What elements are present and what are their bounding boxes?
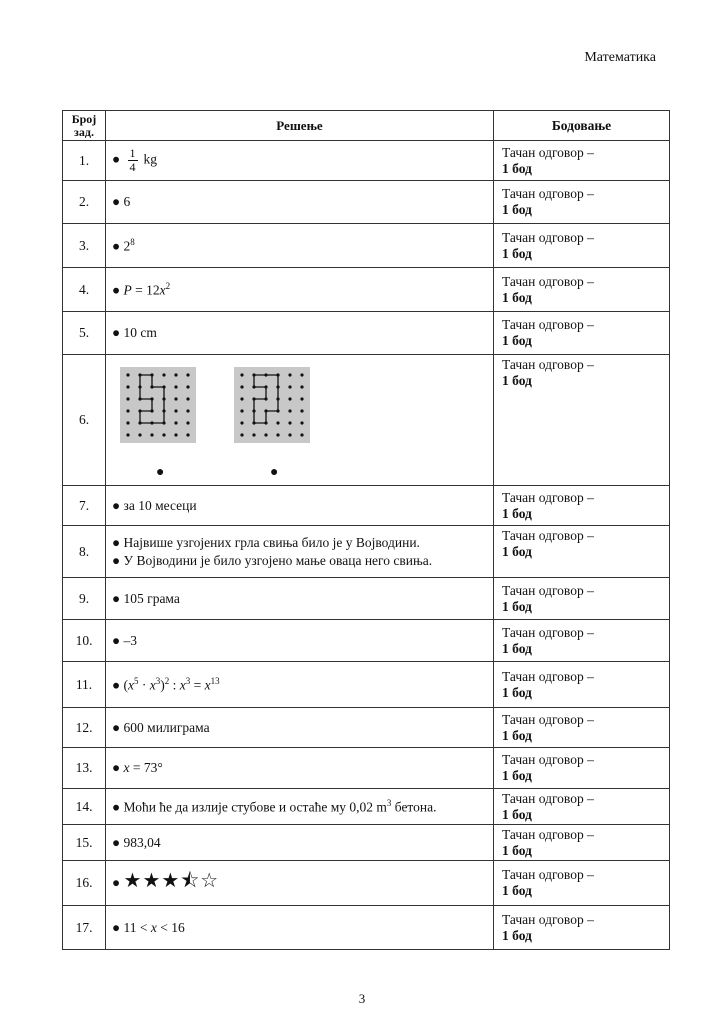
answer-bullet-b: ●: [270, 465, 279, 480]
solution-cell: ● $P = 12x^2$: [106, 268, 494, 312]
table-row: [63, 268, 670, 312]
score-cell: Тачан одговор – 1 бод: [494, 181, 670, 224]
solution-cell: ● $(x^5 \cdot x^3)^2$ : $x^3 = x^{13}$: [106, 662, 494, 708]
score-cell: Тачан одговор – 1 бод: [494, 578, 670, 620]
score-cell: Тачан одговор – 1 бод: [494, 906, 670, 950]
dot-grid-figure-b: [234, 367, 310, 443]
task-number: 14.: [63, 789, 106, 825]
col-header-score: Бодовање: [494, 111, 670, 141]
task-number: 9.: [63, 578, 106, 620]
table-row: [63, 825, 670, 861]
solution-cell: ● 6: [106, 181, 494, 224]
table-row: [63, 141, 670, 181]
task-number: 17.: [63, 906, 106, 950]
solution-cell: ● –3: [106, 620, 494, 662]
task-number: 15.: [63, 825, 106, 861]
score-cell: Тачан одговор – 1 бод: [494, 620, 670, 662]
task-number: 5.: [63, 312, 106, 355]
score-cell: Тачан одговор – 1 бод: [494, 224, 670, 268]
table-row: [63, 708, 670, 748]
task-number: 1.: [63, 141, 106, 181]
table-row: [63, 662, 670, 708]
score-cell: Тачан одговор – 1 бод: [494, 355, 670, 486]
score-cell: Тачан одговор – 1 бод: [494, 526, 670, 578]
solution-cell: ● ★★★⯪☆: [106, 861, 494, 906]
score-cell: Тачан одговор – 1 бод: [494, 662, 670, 708]
fraction: $\frac{1}{4}$: [129, 146, 136, 174]
solution-cell: ● 105 грама: [106, 578, 494, 620]
score-cell: Тачан одговор – 1 бод: [494, 748, 670, 789]
col-header-solution: Решење: [106, 111, 494, 141]
solution-cell: ● 11 < x < 16: [106, 906, 494, 950]
col-header-number: Број зад.: [63, 111, 106, 141]
table-row: [63, 526, 670, 578]
answer-bullet-a: ●: [156, 465, 165, 480]
score-cell: Тачан одговор – 1 бод: [494, 268, 670, 312]
table-row: [63, 486, 670, 526]
task-number: 16.: [63, 861, 106, 906]
solution-cell: ● 983,04: [106, 825, 494, 861]
task-number: 8.: [63, 526, 106, 578]
table-row: [63, 620, 670, 662]
table-row: [63, 906, 670, 950]
table-row: [63, 789, 670, 825]
star-empty-icon: ☆: [200, 870, 220, 892]
task-number: 7.: [63, 486, 106, 526]
table-row: [63, 355, 670, 486]
solution-cell: ● за 10 месеци: [106, 486, 494, 526]
score-cell: Тачан одговор – 1 бод: [494, 825, 670, 861]
star-half-icon: ⯪: [180, 870, 201, 892]
solution-cell: ● Највише узгојених грла свиња било је у Војводини. ● У Војводини је било узгојено мање оваца него свиња.: [106, 526, 494, 578]
solution-cell: ● x = 73°: [106, 748, 494, 789]
task-number: 11.: [63, 662, 106, 708]
table-row: [63, 578, 670, 620]
polyomino-shape-b: [234, 367, 310, 443]
table-row: [63, 224, 670, 268]
solution-cell: ● 600 милиграма: [106, 708, 494, 748]
task-number: 6.: [63, 355, 106, 486]
page-number: 3: [358, 991, 366, 1006]
task-number: 13.: [63, 748, 106, 789]
star-rating: [124, 870, 220, 892]
table-row: [63, 312, 670, 355]
task-number: 3.: [63, 224, 106, 268]
task-number: 2.: [63, 181, 106, 224]
star-full-icon: ★★★: [123, 870, 181, 892]
table-row: [63, 748, 670, 789]
dot-grid-figure-a: [120, 367, 196, 443]
task-number: 12.: [63, 708, 106, 748]
page-header-subject: Математика: [584, 50, 656, 65]
score-cell: Тачан одговор – 1 бод: [494, 789, 670, 825]
score-cell: Тачан одговор – 1 бод: [494, 312, 670, 355]
solution-cell: ● 10 cm: [106, 312, 494, 355]
table-row: [63, 181, 670, 224]
score-cell: Тачан одговор – 1 бод: [494, 861, 670, 906]
solution-cell: ● $\frac{1}{4}$ kg: [106, 141, 494, 181]
task-number: 4.: [63, 268, 106, 312]
solution-cell: ● Моћи ће да излије стубове и остаће му 0,02 $m^3$ бетона.: [106, 789, 494, 825]
task-number: 10.: [63, 620, 106, 662]
score-cell: Тачан одговор – 1 бод: [494, 486, 670, 526]
table-row: [63, 861, 670, 906]
solutions-table: [62, 110, 670, 950]
polyomino-shape-a: [120, 367, 196, 443]
score-cell: Тачан одговор – 1 бод: [494, 708, 670, 748]
score-cell: Тачан одговор – 1 бод: [494, 141, 670, 181]
solution-cell: [106, 355, 494, 486]
solution-cell: ● $2^8$: [106, 224, 494, 268]
